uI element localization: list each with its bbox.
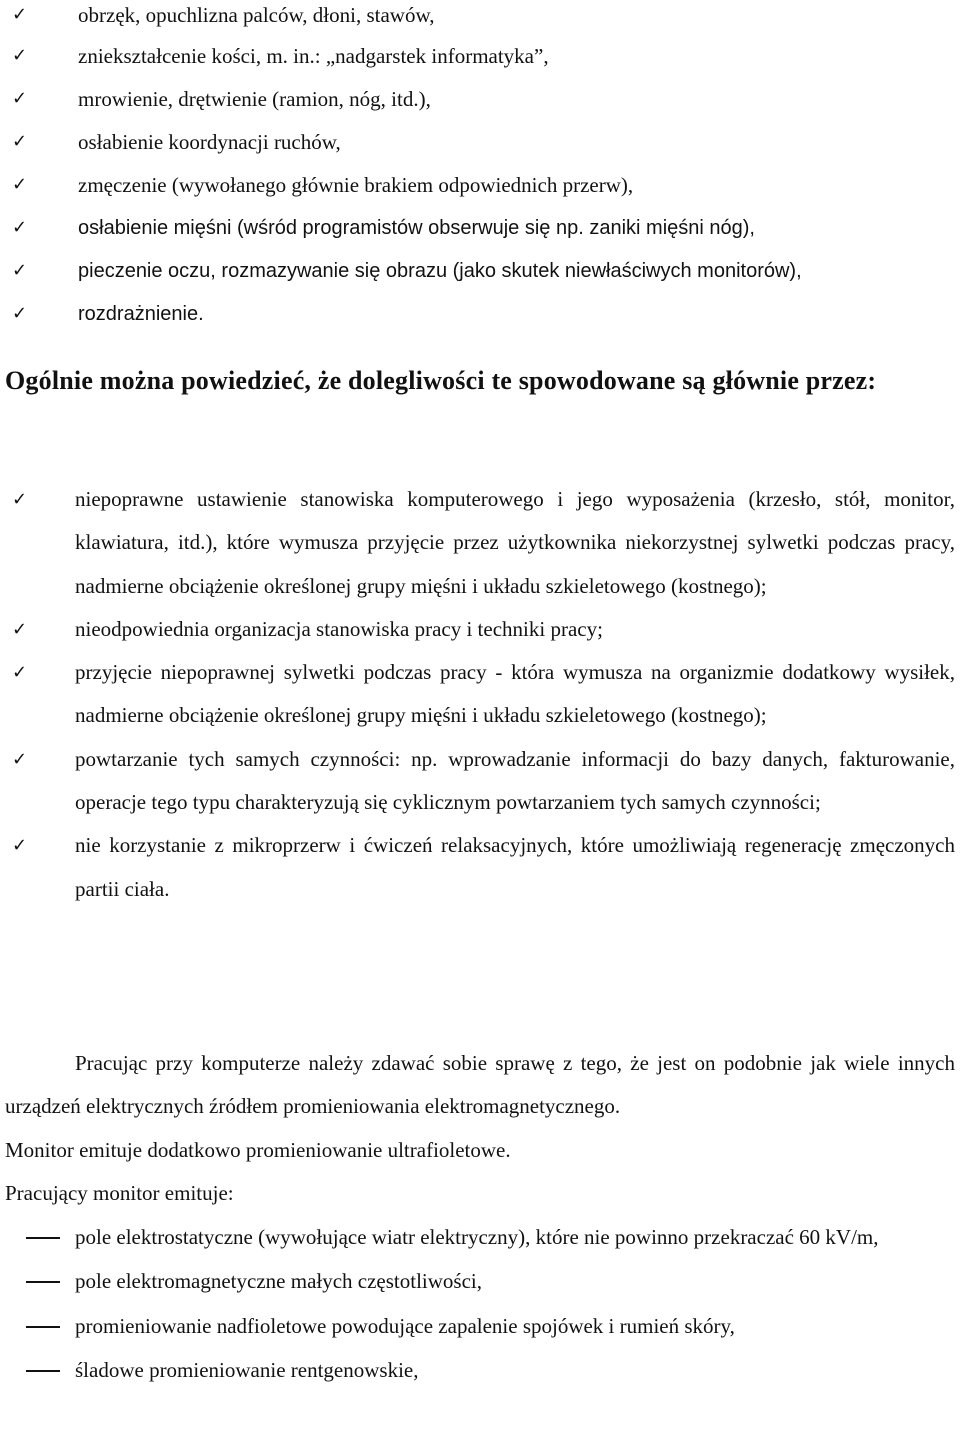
cause-text: nieodpowiednia organizacja stanowiska pracy i techniki pracy; xyxy=(75,616,603,641)
symptom-text: pieczenie oczu, rozmazywanie się obrazu (jako skutek niewłaściwych monitorów), xyxy=(78,260,802,282)
checkmark-icon: ✓ xyxy=(12,835,28,857)
emits-list xyxy=(0,1215,960,1392)
list-item xyxy=(0,1304,955,1348)
symptom-text: mrowienie, drętwienie (ramion, nóg, itd.), xyxy=(78,87,431,111)
cause-text: niepoprawne ustawienie stanowiska komputerowego i jego wyposażenia (krzesło, stół, monitor, klawiatura, itd.), które wymusza przyjęcie przez użytkownika niekorzystnej sylwetki podczas pracy, nadmierne obciążenie określonej grupy mięśni i układu szkieletowego (kostnego); xyxy=(75,487,955,598)
checkmark-icon: ✓ xyxy=(12,618,28,640)
list-item xyxy=(0,824,955,911)
checkmark-icon: ✓ xyxy=(12,4,28,25)
emit-text: śladowe promieniowanie rentgenowskie, xyxy=(75,1357,419,1382)
checkmark-icon: ✓ xyxy=(12,131,28,152)
list-item xyxy=(0,1348,955,1392)
list-item xyxy=(0,651,955,738)
list-item xyxy=(0,1259,955,1303)
causes-list xyxy=(0,478,960,911)
checkmark-icon: ✓ xyxy=(12,489,28,510)
checkmark-icon: ✓ xyxy=(12,662,28,684)
symptom-text: zmęczenie (wywołanego głównie brakiem odpowiednich przerw), xyxy=(78,173,634,197)
checkmark-icon: ✓ xyxy=(12,748,28,770)
cause-text: powtarzanie tych samych czynności: np. wprowadzanie informacji do bazy danych, fakturowanie, operacje tego typu charakteryzują się cyklicznym powtarzaniem tych samych czynności; xyxy=(75,746,955,815)
symptom-text: osłabienie koordynacji ruchów, xyxy=(78,130,341,154)
section-heading: Ogólnie można powiedzieć, że dolegliwości te spowodowane są głównie przez: xyxy=(5,366,877,395)
emit-text: pole elektrostatyczne (wywołujące wiatr elektryczny), które nie powinno przekraczać 60 kV/m, xyxy=(75,1225,879,1249)
paragraph-text: Pracując przy komputerze należy zdawać sobie sprawę z tego, że jest on podobnie jak wiele innych urządzeń elektrycznych źródłem promieniowania elektromagnetycznego. xyxy=(5,1051,955,1119)
body-paragraph xyxy=(5,1042,955,1215)
list-item xyxy=(0,1215,955,1259)
checkmark-icon: ✓ xyxy=(12,303,28,324)
cause-text: nie korzystanie z mikroprzerw i ćwiczeń relaksacyjnych, które umożliwiają regenerację zmęczonych partii ciała. xyxy=(75,833,955,901)
list-item xyxy=(0,478,955,608)
emit-text: pole elektromagnetyczne małych częstotliwości, xyxy=(75,1269,483,1294)
paragraph-text: Monitor emituje dodatkowo promieniowanie ultrafioletowe. xyxy=(5,1137,511,1162)
checkmark-icon: ✓ xyxy=(12,88,28,109)
paragraph-text: Pracujący monitor emituje: xyxy=(5,1180,234,1205)
checkmark-icon: ✓ xyxy=(12,45,28,66)
checkmark-icon: ✓ xyxy=(12,217,28,238)
checkmark-icon: ✓ xyxy=(12,174,28,195)
symptom-text: osłabienie mięśni (wśród programistów obserwuje się np. zaniki mięśni nóg), xyxy=(78,217,755,239)
cause-text: przyjęcie niepoprawnej sylwetki podczas pracy - która wymusza na organizmie dodatkowy wysiłek, nadmierne obciążenie określonej grupy mięśni i układu szkieletowego (kostnego); xyxy=(75,660,955,728)
checkmark-icon: ✓ xyxy=(12,260,28,281)
symptom-text: zniekształcenie kości, m. in.: „nadgarstek informatyka”, xyxy=(78,44,549,68)
list-item xyxy=(0,608,955,651)
symptom-text: rozdrażnienie. xyxy=(78,303,204,325)
symptom-text: obrzęk, opuchlizna palców, dłoni, stawów, xyxy=(78,3,435,27)
emit-text: promieniowanie nadfioletowe powodujące zapalenie spojówek i rumień skóry, xyxy=(75,1313,735,1338)
list-item xyxy=(0,738,955,825)
